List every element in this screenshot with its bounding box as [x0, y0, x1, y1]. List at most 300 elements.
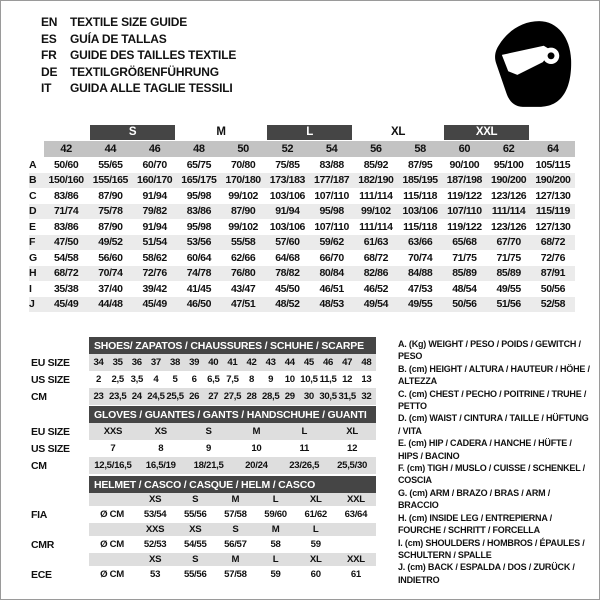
measurement-value: 74/78 — [177, 266, 221, 282]
gloves-value: L — [280, 423, 328, 440]
helmet-value: L — [255, 493, 295, 506]
helmet-value: M — [215, 493, 255, 506]
measurement-value: 47/53 — [407, 282, 433, 295]
measurement-value: 87/90 — [98, 189, 123, 202]
gloves-value: XS — [137, 423, 185, 440]
measurement-value: 123/126 — [491, 220, 527, 233]
measurement-row — [29, 219, 575, 235]
measurement-value: 68/72 — [363, 251, 389, 264]
shoes-value: 42 — [242, 354, 261, 371]
helmet-value: 59 — [270, 569, 281, 580]
row-label: EU SIZE — [31, 423, 89, 440]
measurement-value: 119/122 — [447, 189, 482, 202]
measurement-value: 95/100 — [493, 158, 524, 171]
measurement-value: 68/72 — [531, 235, 575, 251]
measurement-value: 51/56 — [487, 297, 531, 313]
gloves-value: 10 — [251, 443, 262, 454]
measurement-row — [29, 157, 575, 173]
size-group-cell — [177, 123, 266, 141]
spacer-cell — [31, 406, 89, 423]
measurement-value: 87/91 — [531, 266, 575, 282]
measurement-value: 170/180 — [221, 173, 265, 189]
helmet-value: 58 — [270, 539, 281, 550]
shoes-title-row — [31, 337, 376, 354]
shoes-value: 13 — [361, 374, 372, 385]
measurement-value: 91/94 — [265, 204, 309, 220]
measurement-value: 111/114 — [487, 204, 531, 220]
measurement-value: 87/95 — [407, 158, 433, 171]
measurement-value: 47/50 — [44, 235, 88, 251]
measurement-value: 46/51 — [319, 282, 344, 295]
measurement-letter: C — [29, 189, 37, 202]
row-label — [31, 493, 89, 506]
size-table — [29, 123, 575, 312]
row-label: FIA — [31, 506, 89, 523]
helmet-value: XL — [296, 553, 336, 566]
measurement-value: 190/200 — [487, 173, 531, 189]
measurement-value: 43/47 — [230, 282, 256, 295]
measurement-value: 54/58 — [53, 251, 79, 264]
helmet-row — [31, 553, 376, 566]
measurement-value: 165/175 — [177, 173, 221, 189]
measurement-value: 115/118 — [403, 189, 438, 202]
row-label: CM — [31, 457, 89, 474]
measurement-value: 85/89 — [487, 266, 531, 282]
gloves-value: 20/24 — [232, 457, 280, 474]
helmet-row — [31, 523, 376, 536]
gloves-value: 9 — [206, 443, 212, 454]
helmet-value: XXS — [135, 523, 175, 536]
shoes-value: 11,5 — [319, 374, 337, 385]
measurement-value: 84/88 — [398, 266, 442, 282]
measurement-value: 91/94 — [142, 189, 167, 202]
helmet-value: 61 — [350, 569, 361, 580]
shoes-value: 43 — [261, 354, 280, 371]
measurement-letter: A — [29, 158, 37, 171]
measurement-value: 95/98 — [186, 189, 212, 202]
language-row — [41, 64, 236, 81]
shoes-value: 47 — [338, 354, 357, 371]
row-label — [31, 553, 89, 566]
shoes-value: 8 — [249, 374, 255, 385]
measurement-value: 185/195 — [398, 173, 442, 189]
size-group-label: L — [267, 125, 352, 140]
measurement-value: 46/52 — [363, 282, 389, 295]
measurement-value: 107/110 — [314, 189, 349, 202]
corner-cell — [29, 141, 44, 157]
gloves-value: XXS — [89, 423, 137, 440]
size-number-cell: 60 — [442, 141, 486, 157]
shoes-value: 41 — [223, 354, 242, 371]
shoes-value: 24 — [127, 388, 146, 405]
measurement-value: 49/52 — [88, 235, 132, 251]
measurement-value: 57/60 — [265, 235, 309, 251]
measurement-value: 160/170 — [133, 173, 177, 189]
legend-item: E. (cm) HIP / CADERA / HANCHE / HÜFTE / HIPS / BACINO — [398, 438, 572, 461]
measurement-value: 67/70 — [487, 235, 531, 251]
measurement-value: 83/86 — [53, 189, 79, 202]
language-row — [41, 31, 236, 48]
shoes-row — [31, 371, 376, 388]
racing-helmet-icon — [490, 18, 572, 110]
legend-item: H. (cm) INSIDE LEG / ENTREPIERNA / FOURCHE / SCHRITT / FORCELLA — [398, 512, 552, 536]
measurement-value: 45/50 — [275, 282, 300, 295]
shoes-value: 35 — [108, 354, 127, 371]
size-group-cell — [442, 123, 531, 141]
measurement-value: 56/60 — [98, 251, 123, 264]
measurement-value: 71/74 — [44, 204, 88, 220]
measurement-value: 49/54 — [354, 297, 398, 313]
measurement-value: 87/90 — [98, 220, 123, 233]
measurement-row — [29, 173, 575, 189]
measurement-value: 107/110 — [442, 204, 486, 220]
helmet-value: XL — [296, 493, 336, 506]
language-title: GUIDA ALLE TAGLIE TESSILI — [70, 81, 233, 95]
measurement-value: 111/114 — [359, 189, 393, 202]
language-code: FR — [41, 48, 57, 62]
measurement-value: 78/82 — [265, 266, 309, 282]
shoes-value: 46 — [319, 354, 338, 371]
shoes-value: 26 — [185, 388, 204, 405]
helmet-value: 57/58 — [224, 569, 247, 580]
measurement-value: 75/85 — [275, 158, 300, 171]
helmet-value: 59 — [310, 539, 321, 550]
measurement-value: 49/55 — [496, 282, 521, 295]
legend-item: D. (cm) WAIST / CINTURA / TAILLE / HÜFTUNG / VITA — [398, 413, 589, 436]
language-code: IT — [41, 81, 52, 95]
helmet-value — [89, 493, 135, 506]
measurement-value: 103/106 — [269, 220, 305, 233]
measurement-value: 72/76 — [540, 251, 566, 264]
gloves-value: S — [185, 423, 233, 440]
gloves-value: XL — [328, 423, 376, 440]
legend-item: A. (Kg) WEIGHT / PESO / POIDS / GEWITCH / PESO — [398, 339, 581, 362]
legend-item: B. (cm) HEIGHT / ALTURA / HAUTEUR / HÖHE / ALTEZZA — [398, 363, 590, 387]
measurement-value: 53/56 — [177, 235, 221, 251]
measurement-value: 105/115 — [535, 158, 571, 171]
measurement-value: 48/54 — [452, 282, 477, 295]
measurement-value: 115/118 — [403, 220, 438, 233]
measurement-value: 79/82 — [133, 204, 177, 220]
measurement-legend — [398, 338, 591, 586]
measurement-value: 52/58 — [531, 297, 575, 313]
shoes-value: 3,5 — [130, 374, 144, 385]
helmet-value: Ø CM — [100, 539, 124, 550]
shoes-title: SHOES/ ZAPATOS / CHAUSSURES / SCHUHE / SCARPE — [89, 337, 376, 354]
row-label: CMR — [31, 536, 89, 553]
measurement-value: 90/100 — [449, 158, 480, 171]
row-label: US SIZE — [31, 440, 89, 457]
measurement-value: 80/84 — [310, 266, 354, 282]
language-row — [41, 14, 236, 31]
measurement-value: 75/78 — [88, 204, 132, 220]
measurement-value: 103/106 — [398, 204, 442, 220]
language-title: TEXTILE SIZE GUIDE — [70, 15, 188, 29]
measurement-value: 91/94 — [142, 220, 167, 233]
shoes-value: 44 — [280, 354, 299, 371]
row-label: US SIZE — [31, 371, 89, 388]
size-group-cell — [531, 123, 575, 141]
helmet-row — [31, 536, 376, 553]
measurement-value: 103/106 — [269, 189, 305, 202]
measurement-value: 83/86 — [177, 204, 221, 220]
size-group-label: XXL — [444, 125, 529, 140]
size-number-cell: 58 — [398, 141, 442, 157]
measurement-value: 35/38 — [53, 282, 79, 295]
legend-item: C. (cm) CHEST / PECHO / POITRINE / TRUHE / PETTO — [398, 388, 587, 412]
measurement-value: 119/122 — [447, 220, 482, 233]
helmet-value — [89, 523, 135, 536]
measurement-value: 44/48 — [88, 297, 132, 313]
helmet-value — [89, 553, 135, 566]
spacer-cell — [31, 337, 89, 354]
measurement-value: 41/45 — [186, 282, 212, 295]
measurement-row — [29, 297, 575, 313]
language-code: EN — [41, 15, 58, 29]
spacer-cell — [31, 476, 89, 493]
gloves-value: 8 — [158, 443, 164, 454]
shoes-value: 28 — [242, 388, 261, 405]
measurement-value: 50/60 — [53, 158, 79, 171]
measurement-value: 155/165 — [88, 173, 132, 189]
measurement-value: 87/90 — [221, 204, 265, 220]
measurement-value: 70/80 — [230, 158, 256, 171]
measurement-row — [29, 281, 575, 297]
gloves-title-row — [31, 406, 376, 423]
language-row — [41, 47, 236, 64]
gloves-value: 16,5/19 — [137, 457, 185, 474]
helmet-value: 52/53 — [143, 539, 167, 550]
measurement-value: 70/74 — [88, 266, 132, 282]
measurement-value: 50/56 — [442, 297, 486, 313]
helmet-value: 63/64 — [344, 509, 368, 520]
helmet-value: 56/57 — [224, 539, 247, 550]
size-group-label: XL — [391, 125, 405, 138]
shoes-value: 9 — [268, 374, 274, 385]
size-number-cell: 48 — [177, 141, 221, 157]
language-title: TEXTILGRÖßENFÜHRUNG — [70, 64, 219, 79]
measurement-letter: E — [29, 220, 36, 233]
helmet-value: 61/62 — [304, 509, 327, 520]
measurement-value: 47/51 — [221, 297, 265, 313]
measurement-value: 150/160 — [44, 173, 88, 189]
shoes-value: 48 — [357, 354, 376, 371]
shoes-value: 38 — [166, 354, 185, 371]
shoes-value: 45 — [299, 354, 318, 371]
measurement-value: 83/88 — [319, 158, 344, 171]
measurement-value: 50/56 — [540, 282, 566, 295]
gloves-value: 7 — [110, 443, 116, 454]
shoes-value: 25,5 — [166, 388, 185, 405]
shoes-value: 34 — [89, 354, 108, 371]
legend-item: J. (cm) BACK / ESPALDA / DOS / ZURÜCK / INDIETRO — [398, 562, 575, 585]
helmet-title-row — [31, 476, 376, 493]
helmet-value: L — [255, 553, 295, 566]
measurement-value: 65/75 — [186, 158, 212, 171]
shoes-value: 39 — [185, 354, 204, 371]
measurement-letter: I — [29, 282, 32, 295]
measurement-value: 127/130 — [535, 189, 571, 202]
measurement-row — [29, 188, 575, 204]
measurement-value: 70/74 — [407, 251, 433, 264]
helmet-value: Ø CM — [100, 569, 124, 580]
helmet-value: S — [175, 553, 215, 566]
shoes-value: 28,5 — [261, 388, 280, 405]
measurement-value: 46/50 — [177, 297, 221, 313]
measurement-value: 182/190 — [354, 173, 398, 189]
helmet-value: 53/54 — [143, 509, 167, 520]
row-label: ECE — [31, 566, 89, 583]
gloves-value: M — [232, 423, 280, 440]
gloves-value: 25,5/30 — [328, 457, 376, 474]
size-group-cell — [29, 123, 88, 141]
shoes-value: 23,5 — [108, 388, 127, 405]
shoes-value: 24,5 — [146, 388, 165, 405]
shoes-value: 10,5 — [300, 374, 318, 385]
measurement-value: 37/40 — [98, 282, 123, 295]
measurement-value: 123/126 — [491, 189, 527, 202]
shoes-value: 27,5 — [223, 388, 242, 405]
measurement-value: 51/54 — [133, 235, 177, 251]
helmet-value: S — [175, 493, 215, 506]
size-number-cell: 42 — [44, 141, 88, 157]
language-code: ES — [41, 31, 57, 46]
legend-item: I. (cm) SHOULDERS / HOMBROS / ÉPAULES / SCHULTERN / SPALLE — [398, 537, 585, 560]
language-header — [41, 14, 236, 97]
size-group-row — [29, 123, 575, 141]
helmet-value — [336, 523, 376, 536]
measurement-value: 99/102 — [228, 189, 258, 202]
measurement-value: 85/89 — [442, 266, 486, 282]
shoes-value: 27 — [204, 388, 223, 405]
language-title: GUÍA DE TALLAS — [70, 31, 167, 46]
helmet-value: 55/56 — [183, 569, 207, 580]
size-number-cell: 44 — [88, 141, 132, 157]
language-title: GUIDE DES TAILLES TEXTILE — [70, 48, 237, 62]
shoes-value: 7,5 — [226, 374, 239, 385]
language-code: DE — [41, 64, 58, 79]
shoes-value: 29 — [280, 388, 299, 405]
shoes-value: 2 — [96, 374, 102, 385]
size-number-cell: 62 — [487, 141, 531, 157]
measurement-letter: F — [29, 235, 44, 251]
helmet-title: HELMET / CASCO / CASQUE / HELM / CASCO — [89, 476, 376, 493]
helmet-value: XS — [135, 493, 175, 506]
legend-item: G. (cm) ARM / BRAZO / BRAS / ARM / BRACCIO — [398, 487, 551, 511]
measurement-value: 66/70 — [319, 251, 344, 264]
shoes-value: 31,5 — [338, 388, 357, 405]
measurement-row — [29, 266, 575, 282]
shoes-value: 6,5 — [207, 374, 220, 385]
measurement-value: 190/200 — [531, 173, 575, 189]
measurement-value: 61/63 — [354, 235, 398, 251]
measurement-value: 48/53 — [310, 297, 354, 313]
measurement-value: 65/68 — [442, 235, 486, 251]
measurement-value: 177/187 — [310, 173, 354, 189]
helmet-value: 54/55 — [183, 539, 207, 550]
measurement-value: 71/75 — [496, 251, 521, 264]
helmet-value: M — [255, 523, 295, 536]
helmet-value: S — [215, 523, 255, 536]
helmet-value — [336, 536, 376, 553]
measurement-value: 115/119 — [531, 204, 575, 220]
gloves-value: 18/21,5 — [185, 457, 233, 474]
helmet-table — [31, 476, 376, 583]
measurement-value: 45/49 — [44, 297, 88, 313]
size-group-label: M — [216, 125, 226, 138]
measurement-value: 63/66 — [398, 235, 442, 251]
measurement-value: 76/80 — [221, 266, 265, 282]
measurement-letter: H — [29, 266, 44, 282]
measurement-value: 95/98 — [310, 204, 354, 220]
measurement-value: 58/62 — [142, 251, 167, 264]
helmet-row — [31, 493, 376, 506]
shoes-value: 4 — [153, 374, 159, 385]
gloves-row — [31, 423, 376, 440]
measurement-letter: J — [29, 297, 44, 313]
helmet-value: 57/58 — [224, 509, 247, 520]
measurement-value: 62/66 — [230, 251, 256, 264]
shoes-value: 6 — [191, 374, 197, 385]
shoes-value: 5 — [172, 374, 178, 385]
helmet-value: 53 — [150, 569, 161, 580]
measurement-value: 71/75 — [452, 251, 477, 264]
measurement-value: 55/65 — [98, 158, 123, 171]
shoes-row — [31, 354, 376, 371]
shoes-value: 10 — [284, 374, 295, 385]
measurement-value: 45/49 — [133, 297, 177, 313]
measurement-row — [29, 204, 575, 220]
row-label: CM — [31, 388, 89, 405]
gloves-value: 11 — [299, 443, 309, 454]
gloves-row — [31, 440, 376, 457]
size-group-label: S — [90, 125, 175, 140]
measurement-value: 60/70 — [142, 158, 167, 171]
size-number-cell: 54 — [310, 141, 354, 157]
measurement-value: 59/62 — [310, 235, 354, 251]
measurement-row — [29, 250, 575, 266]
size-group-cell — [354, 123, 443, 141]
measurement-value: 55/58 — [221, 235, 265, 251]
measurement-value: 111/114 — [359, 220, 393, 233]
shoes-value: 32 — [357, 388, 376, 405]
measurement-value: 72/76 — [133, 266, 177, 282]
gloves-table — [31, 406, 376, 474]
helmet-value: XXL — [336, 553, 376, 566]
shoes-value: 23 — [89, 388, 108, 405]
helmet-value: XXL — [336, 493, 376, 506]
helmet-value: Ø CM — [100, 509, 124, 520]
measurement-letter: G — [29, 251, 37, 264]
measurement-letter: D — [29, 204, 44, 220]
measurement-value: 83/86 — [53, 220, 79, 233]
shoes-row — [31, 388, 376, 405]
size-group-cell — [88, 123, 177, 141]
size-group-cell — [265, 123, 354, 141]
helmet-value: 59/60 — [264, 509, 287, 520]
measurement-value: 85/92 — [363, 158, 389, 171]
size-number-cell: 56 — [354, 141, 398, 157]
row-label: EU SIZE — [31, 354, 89, 371]
size-number-cell: 50 — [221, 141, 265, 157]
shoes-value: 30 — [299, 388, 318, 405]
size-number-row — [29, 141, 575, 157]
gloves-title: GLOVES / GUANTES / GANTS / HANDSCHUHE / GUANTI — [89, 406, 376, 423]
measurement-value: 187/198 — [442, 173, 486, 189]
gloves-row — [31, 457, 376, 474]
size-number-cell: 52 — [265, 141, 309, 157]
helmet-value: XS — [135, 553, 175, 566]
